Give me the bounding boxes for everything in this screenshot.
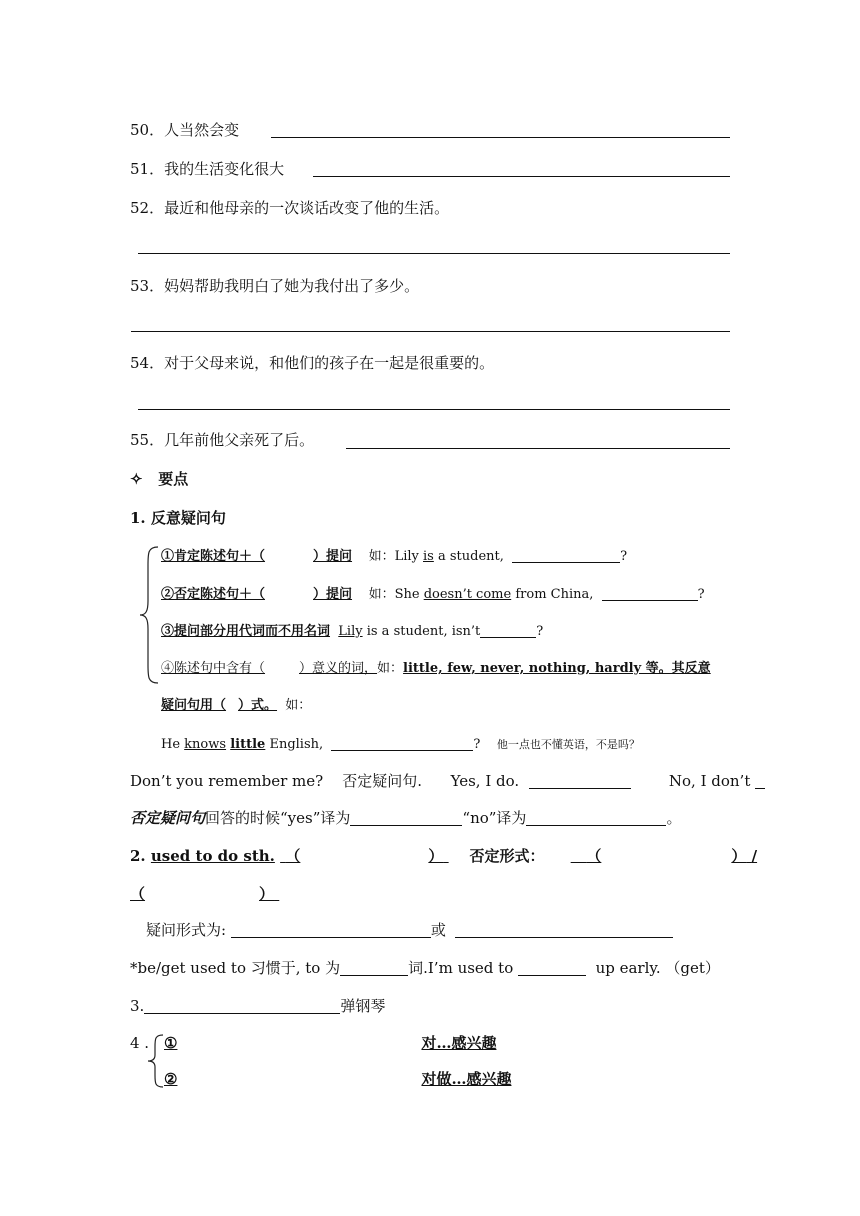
item-number: 55． bbox=[130, 431, 165, 449]
rule-4 bbox=[161, 659, 731, 679]
rule-3: ③提问部分用代词而不用名词 Lily is a student, isn’t ? bbox=[161, 621, 543, 642]
item-51 bbox=[130, 159, 284, 179]
answer-blank[interactable] bbox=[529, 772, 631, 789]
answer-blank[interactable] bbox=[755, 772, 765, 789]
rule-1-example: 如：Lily bbox=[368, 549, 419, 564]
rule-4-a: ④陈述句中含有（ bbox=[161, 661, 266, 676]
answer-blank[interactable] bbox=[144, 997, 340, 1014]
item-53 bbox=[130, 276, 419, 296]
section-4-item-1: ① 对…感兴趣 bbox=[164, 1034, 497, 1052]
dont-line: Don’t you remember me? 否定疑问句. Yes, I do. No, I don’t bbox=[130, 771, 730, 791]
answer-blank[interactable] bbox=[455, 921, 673, 938]
rule-5-a: 疑问句用（ bbox=[161, 698, 227, 713]
item-50 bbox=[130, 120, 239, 140]
item-number: 51． bbox=[130, 160, 165, 178]
section-3: 3. 弹钢琴 bbox=[130, 997, 386, 1015]
section-1-title: 1. 反意疑问句 bbox=[130, 509, 226, 527]
rule-6-note: 他一点也不懂英语，不是吗？ bbox=[496, 738, 640, 751]
item-number: 52． bbox=[130, 199, 165, 217]
item-text: 我的生活变化很大 bbox=[164, 160, 285, 178]
answer-blank[interactable] bbox=[512, 546, 620, 563]
rule-2-example: 如：She bbox=[368, 587, 420, 602]
keypoints-heading bbox=[130, 469, 188, 489]
item-text: 妈妈帮助我明白了她为我付出了多少。 bbox=[164, 277, 420, 295]
section-4-number: 4 . bbox=[130, 1034, 150, 1052]
neg-line: 否定疑问句回答的时候“yes”译为 “no”译为 。 bbox=[130, 809, 682, 827]
answer-blank[interactable] bbox=[518, 959, 586, 976]
answer-line[interactable] bbox=[346, 448, 730, 449]
answer-blank[interactable] bbox=[350, 809, 462, 826]
section-2: 2. used to do sth. （ ） 否定形式： （ ） / bbox=[130, 847, 758, 865]
rule-3-lily: Lily bbox=[338, 624, 363, 639]
rule-1-a: ①肯定陈述句＋（ bbox=[161, 549, 266, 564]
rule-2-rest: from China, bbox=[515, 587, 594, 602]
rule-3-rest: is a student, isn’t bbox=[366, 624, 481, 639]
answer-blank[interactable] bbox=[340, 959, 408, 976]
answer-line[interactable] bbox=[138, 253, 730, 254]
rule-6: He knows little English, ? 他一点也不懂英语，不是吗？ bbox=[161, 734, 640, 755]
rule-5 bbox=[161, 696, 311, 716]
rule-5-example: 如： bbox=[285, 698, 312, 713]
item-text: 对于父母来说，和他们的孩子在一起是很重要的。 bbox=[164, 354, 495, 372]
section-4-item-2: ② 对做…感兴趣 bbox=[164, 1070, 512, 1088]
answer-blank[interactable] bbox=[480, 621, 536, 638]
rule-4-b: ）意义的词， bbox=[299, 661, 378, 676]
rule-1: ①肯定陈述句＋（ ）提问 如：Lily is a student, ? bbox=[161, 546, 627, 567]
rule-2-dc: doesn’t come bbox=[423, 587, 512, 602]
left-brace-icon bbox=[138, 545, 160, 685]
item-number: 54． bbox=[130, 354, 165, 372]
answer-line[interactable] bbox=[138, 409, 730, 410]
answer-line[interactable] bbox=[313, 176, 730, 177]
rule-1-b: ）提问 bbox=[313, 549, 353, 564]
answer-line[interactable] bbox=[271, 137, 730, 138]
item-55 bbox=[130, 430, 314, 450]
item-52 bbox=[130, 198, 449, 218]
answer-line[interactable] bbox=[131, 331, 730, 332]
rule-4-words: little, few, never, nothing, hardly 等。其反意 bbox=[403, 661, 711, 676]
answer-blank[interactable] bbox=[231, 921, 431, 938]
left-brace-icon bbox=[145, 1033, 165, 1089]
item-text: 几年前他父亲死了后。 bbox=[164, 431, 315, 449]
rule-3-a: ③提问部分用代词而不用名词 bbox=[161, 624, 331, 639]
rule-4-example: 如： bbox=[377, 661, 404, 676]
question-form-line: 疑问形式为: 或 bbox=[146, 920, 673, 940]
rule-2: ②否定陈述句＋（ ）提问 如：She doesn’t come from China, ? bbox=[161, 584, 705, 605]
rule-2-b: ）提问 bbox=[313, 587, 353, 602]
item-number: 50． bbox=[130, 121, 165, 139]
rule-5-b: ）式。 bbox=[238, 698, 278, 713]
rule-1-rest: a student, bbox=[437, 549, 504, 564]
answer-blank[interactable] bbox=[331, 734, 473, 751]
answer-blank[interactable] bbox=[602, 584, 698, 601]
item-text: 最近和他母亲的一次谈话改变了他的生活。 bbox=[164, 199, 450, 217]
item-text: 人当然会变 bbox=[164, 121, 240, 139]
item-54 bbox=[130, 353, 494, 373]
keypoints-title: 要点 bbox=[158, 470, 189, 488]
section-2-cont: （ ） bbox=[130, 885, 275, 903]
section-2-title: used to do sth. bbox=[150, 847, 275, 865]
item-number: 53． bbox=[130, 277, 165, 295]
be-used-to-line: *be/get used to 习惯于, to 为 词.I’m used to up early. （get） bbox=[130, 959, 720, 977]
answer-blank[interactable] bbox=[526, 809, 666, 826]
rule-2-a: ②否定陈述句＋（ bbox=[161, 587, 266, 602]
star-icon: ✧ bbox=[130, 470, 143, 488]
rule-1-is: is bbox=[423, 549, 434, 564]
